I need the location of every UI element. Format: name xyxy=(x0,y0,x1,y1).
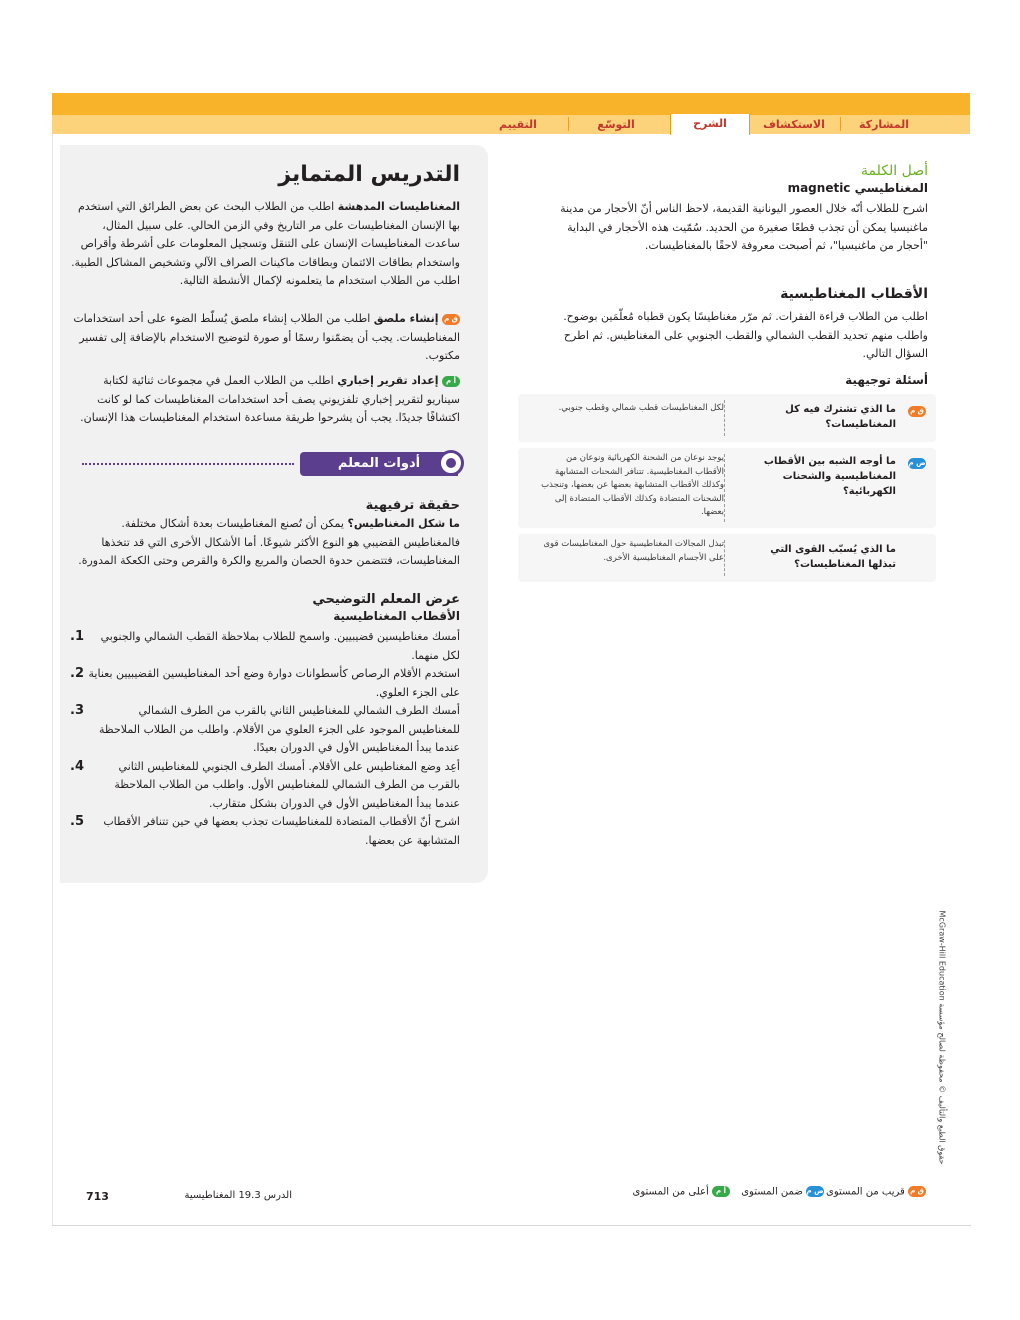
step-number: 2. xyxy=(70,666,84,681)
answer-text: يوجد نوعان من الشحنة الكهربائية ونوعان من الأقطاب المغناطيسية. تتنافر الشحنات المتشابهة وكذلك الأقطاب المتشابهة بعضها عن بعضها، وتنجذب الشحنات المتضادة وكذلك الأقطاب المتضادة إلى بعضها. xyxy=(541,453,724,517)
teacher-tools-banner: أدوات المعلم xyxy=(300,452,458,476)
step-number: 1. xyxy=(70,629,84,644)
activity-title: إعداد تقرير إخباري xyxy=(337,374,439,387)
level-legend-beyond xyxy=(633,1186,730,1198)
divider xyxy=(724,400,725,436)
demo-step xyxy=(70,702,460,758)
tab-evaluate[interactable]: التقييم xyxy=(499,118,537,131)
fun-fact-heading: حقيقة ترفيهية xyxy=(365,498,460,513)
level-badge-beyond: أ م xyxy=(442,376,460,387)
differentiated-lead: المغناطيسات المدهشة xyxy=(337,200,460,213)
word-origin-text: اشرح للطلاب أنّه خلال العصور اليونانية القديمة، لاحظ الناس أنّ الأحجار من مدينة ماغنيسيا يمكن أن تجذب قطعًا صغيرة من الحديد. سُمّيت هذه الأحجار في البداية "أحجار من ماغنيسيا"، ثم أصبحت معروفة لاحقًا بالمغناطيسات. xyxy=(560,202,928,252)
activity-text: اطلب من الطلاب العمل في مجموعات ثنائية لكتابة سيناريو لتقرير إخباري تلفزيوني يصف أحد استخدامات المغناطيسات كما لو كانت اكتشافًا جديدًا. يجب أن يشرحوا طريقة مساعدة استخدام المغناطيسات هذا الإنسان. xyxy=(80,374,460,424)
tab-explain[interactable]: الشرح xyxy=(670,114,750,135)
guiding-question-3 xyxy=(518,534,936,582)
poles-heading: الأقطاب المغناطيسية xyxy=(780,286,928,302)
lesson-label: الدرس 19.3 المغناطيسية xyxy=(184,1190,292,1201)
activity-text: اطلب من الطلاب إنشاء ملصق يُسلّط الضوء على أحد استخدامات المغناطيسات. يجب أن يضمّنوا رسمًا أو صورة لتوضيح الاستخدام بالإضافة إلى تفسير مكتوب. xyxy=(73,312,460,362)
differentiated-heading: التدريس المتمايز xyxy=(278,162,460,187)
step-number: 3. xyxy=(70,703,84,718)
demo-heading: عرض المعلم التوضيحي xyxy=(312,592,460,607)
differentiated-body: اطلب من الطلاب البحث عن بعض الطرائق التي استخدم بها الإنسان المغناطيسات على مر التاريخ وفي الزمن الحالي. على سبيل المثال، ساعدت المغناطيسات الإنسان على التنقل وتسجيل المعلومات على أشرطة وأقراص واستخدام بطاقات الائتمان وبطاقات ماكينات الصراف الآلي وتشخيص المشاكل الطبية. اطلب من الطلاب استخدام ما يتعلمونه لإكمال الأنشطة التالية. xyxy=(71,200,460,287)
page-number: 713 xyxy=(86,1190,109,1203)
legend-label: قريب من المستوى xyxy=(826,1186,905,1198)
copyright-text: حقوق الطبع والتأليف © محفوظة لصالح مؤسسة McGraw-Hill Education xyxy=(937,910,947,1165)
fun-fact-text xyxy=(68,515,460,571)
demo-step xyxy=(70,813,460,850)
level-badge-on: ض م xyxy=(908,459,926,467)
demo-step xyxy=(70,628,460,665)
level-legend-approaching xyxy=(826,1186,926,1198)
tab-engage[interactable]: المشاركة xyxy=(859,118,909,131)
guiding-question-1 xyxy=(518,394,936,442)
fun-fact-lead: ما شكل المغناطيس؟ xyxy=(347,517,460,530)
level-badge-beyond: أ م xyxy=(712,1186,730,1197)
divider xyxy=(724,454,725,522)
copyright-notice xyxy=(934,910,950,1168)
tab-elaborate[interactable]: التوسّع xyxy=(597,118,635,131)
tab-divider xyxy=(840,117,841,131)
demo-steps-list xyxy=(70,628,460,850)
step-text: أمسك الطرف الشمالي للمغناطيس الثاني بالقرب من الطرف الشمالي للمغناطيس الموجود على الجزء العلوي من الأقلام. واطلب من الطلاب الملاحظة عندما يبدأ المغناطيس الأول في الدوران بعيدًا. xyxy=(99,704,460,754)
guiding-question-2 xyxy=(518,448,936,528)
level-badge-on: ض م xyxy=(806,1187,824,1195)
guiding-questions-heading: أسئلة توجيهية xyxy=(845,373,928,387)
teacher-tools-icon xyxy=(438,450,464,476)
poles-text: اطلب من الطلاب قراءة الفقرات. ثم مرّر مغناطيسًا يكون قطباه مُعلّمَين بوضوح. واطلب منهم تحديد القطب الشمالي والقطب الجنوبي على المغناطيس. ثم اطرح السؤال التالي. xyxy=(563,310,928,360)
step-text: أعِد وضع المغناطيس على الأقلام. أمسك الطرف الجنوبي للمغناطيس الثاني بالقرب من الطرف الشمالي للمغناطيس الأول. واطلب من الطلاب الملاحظة عندما يبدأ المغناطيس الأول في الدوران بشكل متقارب. xyxy=(114,759,460,810)
level-badge-approaching: ق م xyxy=(908,1186,926,1197)
divider xyxy=(724,540,725,576)
fun-fact-body: يمكن أن تُصنع المغناطيسات بعدة أشكال مختلفة. فالمغناطيس القضيبي هو النوع الأكثر شيوعًا. أما الأشكال الأخرى التي قد تتخذها المغناطيسات، فتتضمن حدوة الحصان والمربع والكرة والقرص وحتى الكعكة المدورة. xyxy=(78,517,460,567)
question-text: ما الذي تشترك فيه كل المغناطيسات؟ xyxy=(785,404,896,430)
step-text: استخدم الأقلام الرصاص كأسطوانات دوارة وضع أحد المغناطيسين القضيبيين بعناية على الجزء العلوي. xyxy=(88,667,460,699)
dotted-divider xyxy=(82,463,294,465)
top-color-bar xyxy=(52,93,970,115)
step-number: 5. xyxy=(70,814,84,829)
level-badge-approaching: ق م xyxy=(908,406,926,417)
demo-step xyxy=(70,758,460,814)
demo-step xyxy=(70,665,460,702)
level-legend-on xyxy=(741,1186,824,1198)
word-origin-heading: أصل الكلمة xyxy=(861,163,928,179)
tab-divider xyxy=(568,117,569,131)
activity-poster xyxy=(68,310,460,366)
differentiated-text xyxy=(68,198,460,291)
legend-label: أعلى من المستوى xyxy=(632,1186,709,1198)
word-origin-term: المغناطيسي magnetic xyxy=(787,181,928,195)
demo-subheading: الأقطاب المغناطيسية xyxy=(333,609,460,623)
step-text: اشرح أنّ الأقطاب المتضادة للمغناطيسات تجذب بعضها في حين تتنافر الأقطاب المتشابهة عن بعضها. xyxy=(103,815,460,847)
level-badge-approaching: ق م xyxy=(442,314,460,325)
answer-text: تبذل المجالات المغناطيسية حول المغناطيسات قوى على الأجسام المغناطيسية الأخرى. xyxy=(543,539,724,563)
answer-text: لكل المغناطيسات قطب شمالي وقطب جنوبي. xyxy=(558,403,724,413)
tab-explore[interactable]: الاستكشاف xyxy=(763,118,825,131)
legend-label: ضمن المستوى xyxy=(741,1186,803,1198)
step-text: أمسك مغناطيسين قضيبيين. واسمح للطلاب بملاحظة القطب الشمالي والجنوبي لكل منهما. xyxy=(100,630,460,662)
activity-news-report xyxy=(68,372,460,428)
question-text: ما أوجه الشبه بين الأقطاب المغناطيسية والشحنات الكهربائية؟ xyxy=(763,456,896,497)
activity-title: إنشاء ملصق xyxy=(373,312,439,325)
step-number: 4. xyxy=(70,758,84,774)
question-text: ما الذي يُسبّب القوى التي تبذلها المغناطيسات؟ xyxy=(770,544,896,570)
